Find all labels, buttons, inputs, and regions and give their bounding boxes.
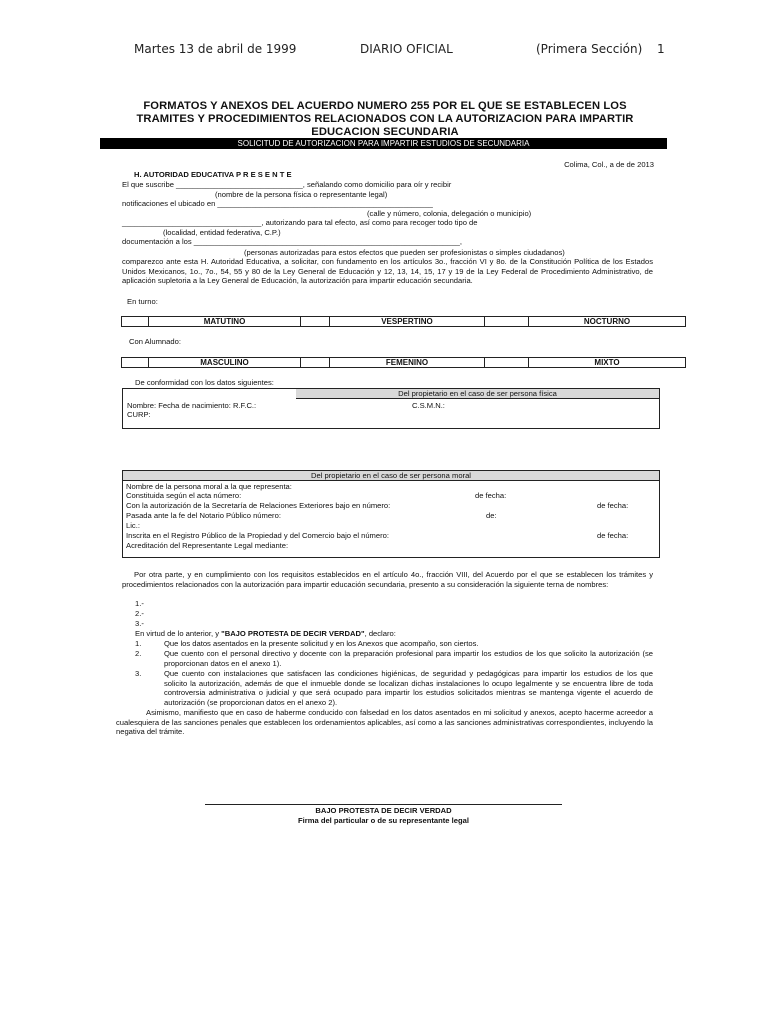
name-option-2: 2.- xyxy=(135,609,144,618)
matutino-checkbox[interactable] xyxy=(121,316,149,327)
persona-moral-de: de: xyxy=(486,511,497,520)
form-line-2: (nombre de la persona física o representante legal) xyxy=(215,190,388,199)
persona-moral-de-fecha-1: de fecha: xyxy=(475,491,507,500)
page-number: 1 xyxy=(657,42,665,56)
persona-moral-row-7: Acreditación del Representante Legal mediante: xyxy=(126,541,289,550)
persona-moral-box xyxy=(122,470,660,558)
name-option-1: 1.- xyxy=(135,599,144,608)
title-line-1: FORMATOS Y ANEXOS DEL ACUERDO NUMERO 255 POR EL QUE SE ESTABLECEN LOS xyxy=(143,100,627,112)
closing-paragraph: Por otra parte, y en cumplimiento con los requisitos establecidos en el artículo 4o., fracción VIII, del Acuerdo por el que se establecen los trámites y procedimientos relacionados con la autorización para impartir educación secundaria, presento a su consideración la siguiente terna de nombres: xyxy=(122,570,653,589)
persona-moral-de-fecha-2: de fecha: xyxy=(597,501,629,510)
alumnado-row xyxy=(121,357,661,368)
persona-fisica-csmn: C.S.M.N.: xyxy=(412,401,445,410)
declaration-num-3: 3. xyxy=(135,669,142,678)
persona-moral-row-3: Con la autorización de la Secretaría de Relaciones Exteriores bajo en número: xyxy=(126,501,391,510)
masculino-checkbox[interactable] xyxy=(121,357,149,368)
title-line-3: EDUCACION SECUNDARIA xyxy=(311,126,459,138)
protesta-bold: "BAJO PROTESTA DE DECIR VERDAD" xyxy=(221,629,365,638)
header-publication: DIARIO OFICIAL xyxy=(360,42,453,56)
document-title xyxy=(112,100,658,139)
protesta-prefix: En virtud de lo anterior, y xyxy=(135,629,222,638)
mixto-checkbox[interactable] xyxy=(484,357,529,368)
persona-moral-row-4: Pasada ante la fe del Notario Público número: xyxy=(126,511,281,520)
form-line-3: notificaciones el ubicado en ___________________________________________________ xyxy=(122,199,433,208)
closing-paragraph-2: Asimismo, manifiesto que en caso de haberme conducido con falsedad en los datos asentados en mi solicitud y anexos, acepto hacerme acreedor a cualesquiera de las sanciones penales que establecen los ordenamientos aplicables, así como a las sanciones administrativas correspondientes, incluyendo la negativa del trámite. xyxy=(116,708,653,737)
place-date: Colima, Col., a de de 2013 xyxy=(564,160,654,169)
turno-label: En turno: xyxy=(127,297,158,306)
persona-moral-de-fecha-3: de fecha: xyxy=(597,531,629,540)
header-section: (Primera Sección) xyxy=(536,42,643,56)
form-line-8: (personas autorizadas para estos efectos que pueden ser profesionistas o simples ciudadanos) xyxy=(244,248,565,257)
alumnado-label: Con Alumnado: xyxy=(129,337,181,346)
persona-moral-row-1: Nombre de la persona moral a la que representa: xyxy=(126,482,292,491)
persona-fisica-header: Del propietario en el caso de ser persona física xyxy=(296,389,659,399)
body-paragraph: comparezco ante esta H. Autoridad Educativa, a solicitar, con fundamento en los artículos 3o., fracción VI y 8o. de la Constitución Política de los Estados Unidos Mexicanos, 1o., 7o., 54, 55 y 80 de la Ley General de Educación y 12, 13, 14, 15, 17 y 19 de la Ley Federal de Procedimiento Administrativo, de aplicación supletoria a la Ley General de Educación, la autorización para impartir educación secundaria. xyxy=(122,257,653,286)
persona-fisica-line-1: Nombre: Fecha de nacimiento: R.F.C.: xyxy=(127,401,257,410)
form-line-5: _________________________________, autorizando para tal efecto, así como para recoger todo tipo de xyxy=(122,218,478,227)
form-line-6: (localidad, entidad federativa, C.P.) xyxy=(163,228,281,237)
femenino-checkbox[interactable] xyxy=(300,357,330,368)
signature-caption-1: BAJO PROTESTA DE DECIR VERDAD xyxy=(315,806,452,815)
declaration-item-1: Que los datos asentados en la presente solicitud y en los Anexos que acompaño, son ciertos. xyxy=(164,639,479,648)
addressee: H. AUTORIDAD EDUCATIVA P R E S E N T E xyxy=(134,170,292,179)
name-option-3: 3.- xyxy=(135,619,144,628)
alumnado-femenino: FEMENINO xyxy=(329,357,485,368)
nocturno-checkbox[interactable] xyxy=(484,316,529,327)
turno-vespertino: VESPERTINO xyxy=(329,316,485,327)
declaration-item-3: Que cuento con instalaciones que satisfacen las condiciones higiénicas, de seguridad y pedagógicas para impartir los estudios de los que solicito la autorización, además de que el inmueble donde se localizan dichas instalaciones lo ocupo legalmente y se encuentra libre de toda controversia administrativa o judicial y que será ocupado para impartir los estudios solicitados mientras se mantenga vigente el acuerdo de autorización (se proporcionan datos en el anexo 2). xyxy=(164,669,653,707)
form-line-1: El que suscribe ______________________________, señalando como domicilio para oír y recibir xyxy=(122,180,452,189)
declaration-item-2: Que cuento con el personal directivo y docente con la preparación profesional para impartir los estudios de los que solicito la autorización (se proporcionan datos en el anexo 1). xyxy=(164,649,653,668)
declaration-num-2: 2. xyxy=(135,649,142,658)
alumnado-mixto: MIXTO xyxy=(528,357,686,368)
persona-moral-header: Del propietario en el caso de ser persona moral xyxy=(123,471,659,481)
header-date: Martes 13 de abril de 1999 xyxy=(134,42,297,56)
persona-moral-row-6: Inscrita en el Registro Público de la Propiedad y del Comercio bajo el número: xyxy=(126,531,389,540)
vespertino-checkbox[interactable] xyxy=(300,316,330,327)
form-line-4: (calle y número, colonia, delegación o municipio) xyxy=(367,209,532,218)
signature-caption-2: Firma del particular o de su representante legal xyxy=(298,816,469,825)
persona-fisica-line-2: CURP: xyxy=(127,410,151,419)
alumnado-masculino: MASCULINO xyxy=(148,357,301,368)
title-line-2: TRAMITES Y PROCEDIMIENTOS RELACIONADOS CON LA AUTORIZACION PARA IMPARTIR xyxy=(136,113,634,125)
turno-nocturno: NOCTURNO xyxy=(528,316,686,327)
protesta-suffix: , declaro: xyxy=(364,629,396,638)
declaration-num-1: 1. xyxy=(135,639,142,648)
persona-moral-row-2: Constituida según el acta número: xyxy=(126,491,242,500)
conformidad-text: De conformidad con los datos siguientes: xyxy=(135,378,274,387)
turno-row xyxy=(121,316,661,327)
signature-line[interactable] xyxy=(205,804,562,805)
persona-fisica-box xyxy=(122,388,660,429)
protesta-line xyxy=(135,629,396,639)
turno-matutino: MATUTINO xyxy=(148,316,301,327)
form-banner: SOLICITUD DE AUTORIZACION PARA IMPARTIR ESTUDIOS DE SECUNDARIA xyxy=(100,138,667,149)
persona-moral-row-5: Lic.: xyxy=(126,521,140,530)
form-line-7: documentación a los _______________________________________________________________, xyxy=(122,237,462,246)
